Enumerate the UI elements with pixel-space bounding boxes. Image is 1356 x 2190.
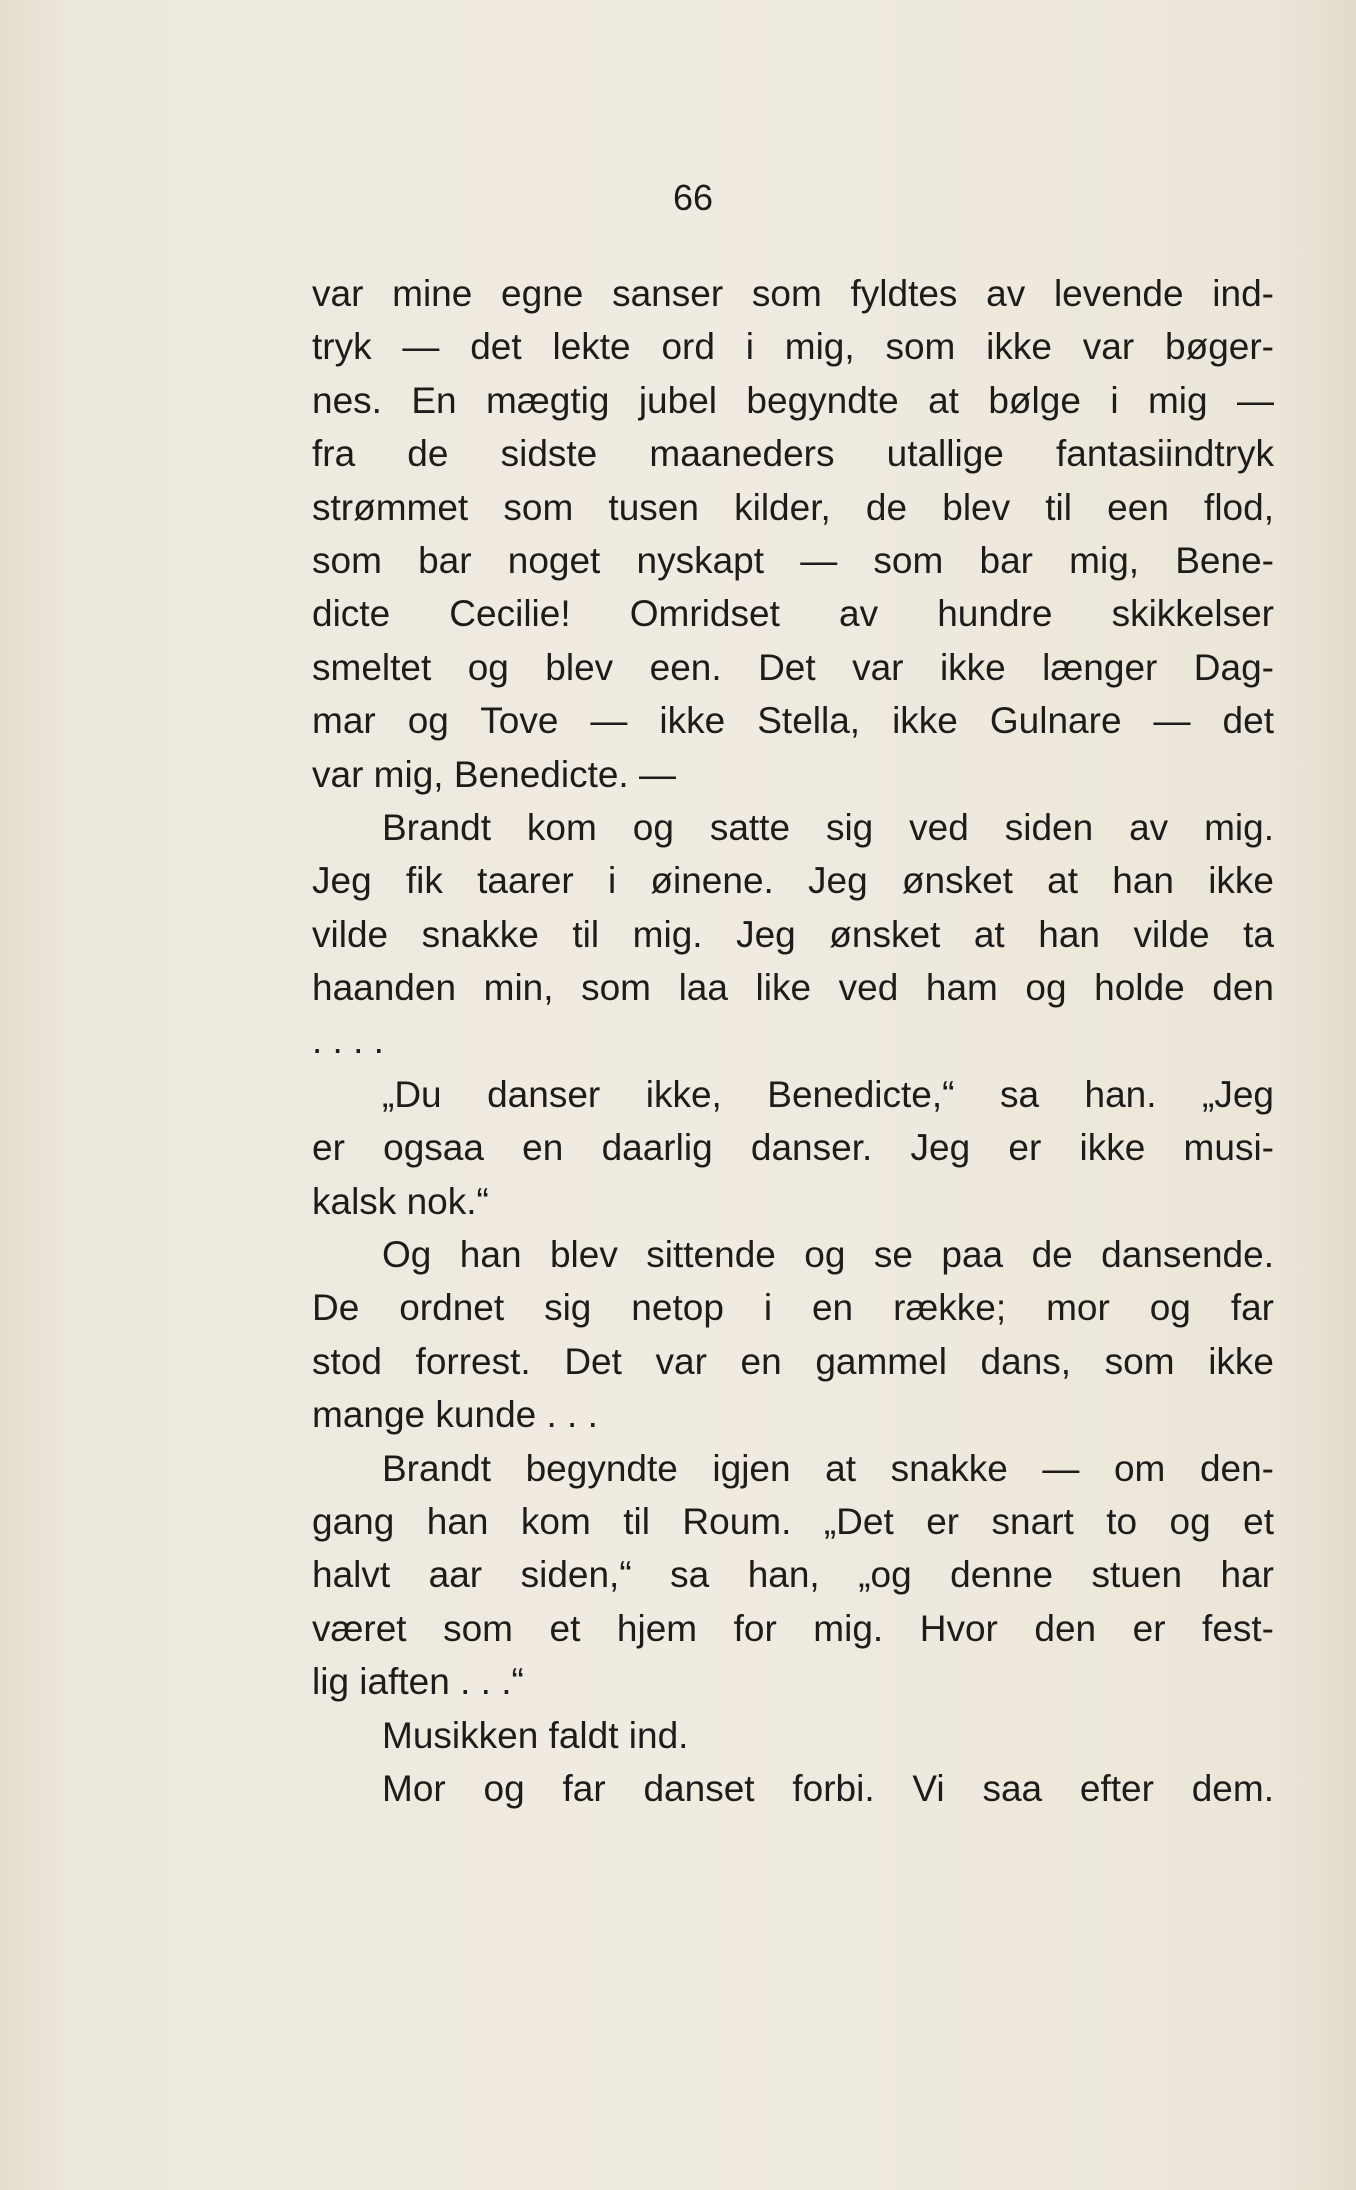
text-line: var mig, Benedicte. — (312, 753, 676, 795)
text-line: været som et hjem for mig. Hvor den er fest- (312, 1607, 1274, 1649)
text-line: Brandt begyndte igjen at snakke — om den- (382, 1447, 1274, 1489)
text-line: dicte Cecilie! Omridset av hundre skikkelser (312, 593, 1274, 635)
body-text (312, 267, 1274, 1815)
text-line: nes. En mægtig jubel begyndte at bølge i mig — (312, 379, 1274, 421)
text-line: strømmet som tusen kilder, de blev til een flod, (312, 486, 1274, 528)
text-line: Mor og far danset forbi. Vi saa efter dem. (382, 1767, 1274, 1809)
text-line: lig iaften . . .“ (312, 1661, 524, 1703)
text-line: var mine egne sanser som fyldtes av levende ind- (312, 273, 1274, 314)
text-line: . . . . (312, 1020, 384, 1062)
text-line: fra de sidste maaneders utallige fantasiindtryk (312, 433, 1274, 475)
text-line: som bar noget nyskapt — som bar mig, Bene- (312, 539, 1274, 581)
text-line: stod forrest. Det var en gammel dans, som ikke (312, 1340, 1274, 1382)
text-line: er ogsaa en daarlig danser. Jeg er ikke musi- (312, 1127, 1274, 1169)
text-line: Jeg fik taarer i øinene. Jeg ønsket at han ikke (312, 860, 1274, 902)
text-line: smeltet og blev een. Det var ikke længer Dag- (312, 646, 1274, 688)
text-line: „Du danser ikke, Benedicte,“ sa han. „Jeg (382, 1073, 1274, 1115)
text-line: gang han kom til Roum. „Det er snart to og et (312, 1500, 1274, 1542)
text-line: tryk — det lekte ord i mig, som ikke var bøger- (312, 326, 1274, 368)
text-line: Musikken faldt ind. (382, 1714, 689, 1756)
page-number: 66 (672, 177, 714, 218)
text-line: mar og Tove — ikke Stella, ikke Gulnare — det (312, 700, 1274, 742)
text-line: vilde snakke til mig. Jeg ønsket at han vilde ta (312, 913, 1274, 955)
text-line: halvt aar siden,“ sa han, „og denne stuen har (312, 1554, 1274, 1596)
text-line: De ordnet sig netop i en række; mor og far (312, 1287, 1274, 1329)
text-line: haanden min, som laa like ved ham og holde den (312, 967, 1274, 1009)
text-line: Brandt kom og satte sig ved siden av mig. (382, 806, 1274, 848)
text-line: Og han blev sittende og se paa de dansende. (382, 1234, 1274, 1276)
text-line: mange kunde . . . (312, 1394, 598, 1436)
text-line: kalsk nok.“ (312, 1180, 489, 1222)
